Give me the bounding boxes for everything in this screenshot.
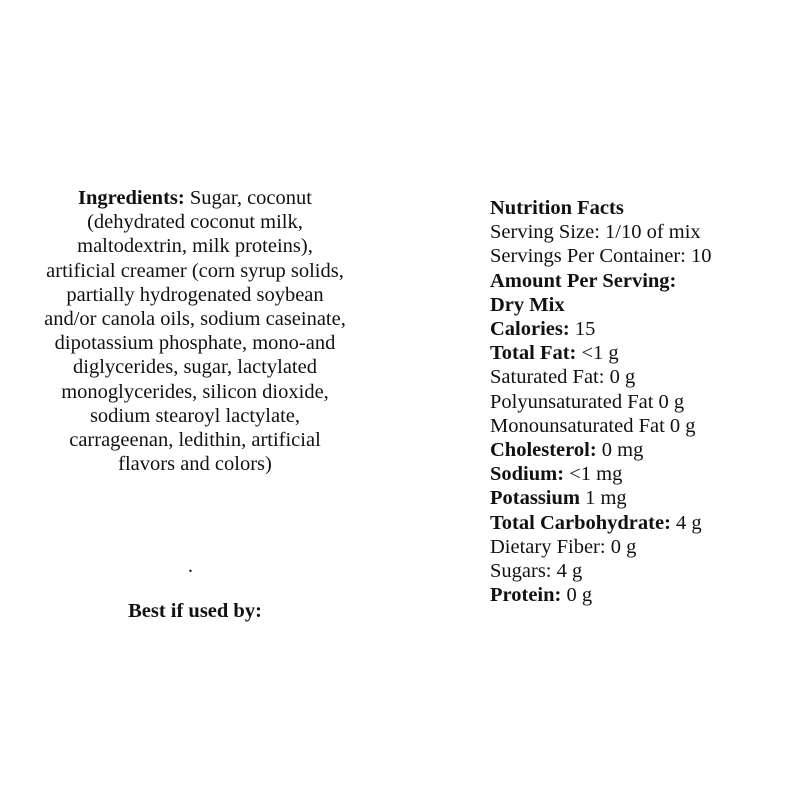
nutrient-value: 0 g: [561, 584, 593, 607]
nutrient-label: Sodium:: [490, 463, 565, 486]
nutrient-row: [490, 583, 790, 607]
nutrient-value: <1 mg: [564, 463, 623, 486]
nutrient-label: Monounsaturated Fat: [490, 414, 665, 437]
nutrition-title: Nutrition Facts: [490, 197, 624, 219]
nutrient-label: Saturated Fat:: [490, 366, 605, 389]
nutrient-value: 0 g: [653, 390, 685, 413]
nutrient-row: [490, 341, 790, 365]
nutrient-row: [490, 486, 790, 510]
nutrient-label: Protein:: [490, 584, 562, 607]
nutrient-row: [490, 438, 790, 462]
nutrient-value: 4 g: [670, 511, 702, 534]
nutrient-label: Total Fat:: [490, 342, 577, 365]
nutrient-row: [490, 559, 790, 583]
nutrient-label: Polyunsaturated Fat: [490, 390, 654, 413]
nutrient-row: [490, 462, 790, 486]
nutrient-label: Total Carbohydrate:: [490, 511, 671, 534]
nutrient-value: 0 g: [664, 414, 696, 437]
nutrient-row: [490, 390, 790, 414]
nutrient-row: [490, 535, 790, 559]
best-by-label: Best if used by:: [128, 600, 262, 622]
nutrient-row: [490, 365, 790, 389]
nutrient-rows: [490, 317, 790, 607]
nutrient-label: Calories:: [490, 318, 570, 341]
nutrient-value: 0 g: [604, 366, 636, 389]
amount-per-serving-heading: Amount Per Serving:: [490, 269, 677, 292]
nutrient-value: 1 mg: [579, 487, 627, 510]
nutrient-row: [490, 317, 790, 341]
nutrient-value: <1 g: [576, 342, 619, 365]
ingredients-text: Sugar, coconut (dehydrated coconut milk, maltodextrin, milk proteins), artificial creamer (corn syrup solids, partially hydrogenated soybean and/or canola oils, sodium caseinate, dipotassium phosphate, mono-and diglycerides, sugar, lactylated monoglycerides, silicon dioxide, sodium stearoyl lactylate, carrageenan, ledithin, artificial flavors and colors): [44, 187, 346, 476]
dry-mix-heading: Dry Mix: [490, 293, 565, 316]
nutrient-value: 0 g: [605, 535, 637, 558]
nutrient-value: 4 g: [551, 560, 583, 583]
ingredients-heading: Ingredients:: [78, 187, 185, 209]
nutrient-value: 0 mg: [596, 439, 644, 462]
nutrient-label: Sugars:: [490, 560, 552, 583]
separator-dot: .: [188, 555, 193, 577]
ingredients-block: [40, 186, 350, 476]
nutrient-value: 15: [569, 318, 596, 341]
servings-per-container: Servings Per Container: 10: [490, 245, 712, 268]
nutrient-row: [490, 414, 790, 438]
serving-size: Serving Size: 1/10 of mix: [490, 221, 701, 244]
nutrient-label: Cholesterol:: [490, 439, 597, 462]
nutrient-label: Potassium: [490, 487, 580, 510]
nutrition-facts-panel: [490, 196, 790, 607]
nutrient-row: [490, 511, 790, 535]
nutrient-label: Dietary Fiber:: [490, 535, 606, 558]
